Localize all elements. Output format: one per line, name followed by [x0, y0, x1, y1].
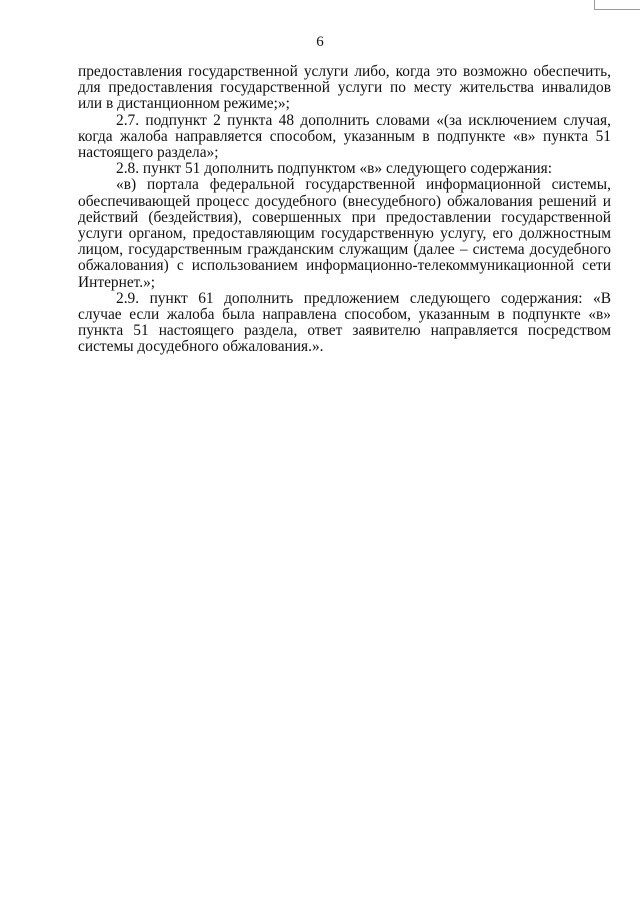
scan-corner-mark: [594, 0, 640, 10]
document-body: [78, 64, 611, 356]
page-number: 6: [316, 34, 324, 50]
paragraph-2-7: 2.7. подпункт 2 пункта 48 дополнить словами «(за исключением случая, когда жалоба направляется способом, указанным в подпункте «в» пункта 51 настоящего раздела»;: [78, 111, 611, 162]
paragraph-2-8: 2.8. пункт 51 дополнить подпунктом «в» следующего содержания:: [116, 160, 553, 178]
paragraph-2-9: 2.9. пункт 61 дополнить предложением следующего содержания: «В случае если жалоба была направлена способом, указанным в подпункте «в» пункта 51 настоящего раздела, ответ заявителю направляется посредством системы досудебного обжалования.».: [78, 289, 611, 356]
paragraph-continuation: предоставления государственной услуги либо, когда это возможно обеспечить, для предоставления государственной услуги по месту жительства инвалидов или в дистанционном режиме;»;: [78, 63, 611, 113]
paragraph-2-8-subpoint-v: «в) портала федеральной государственной информационной системы, обеспечивающей процесс досудебного (внесудебного) обжалования решений и действий (бездействия), совершенных при предоставлении государственной услуги органом, предоставляющим государственную услугу, его должностным лицом, государственным гражданским служащим (далее – система досудебного обжалования) с использованием информационно-телекоммуникационной сети Интернет.»;: [78, 176, 611, 291]
